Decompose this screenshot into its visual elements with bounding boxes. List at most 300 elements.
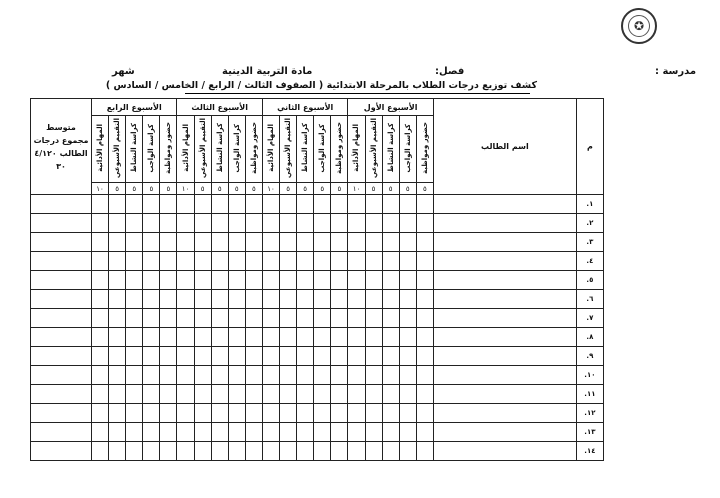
student-name-cell[interactable] [433,404,576,423]
grade-cell[interactable] [297,309,314,328]
grade-cell[interactable] [228,423,245,442]
grade-cell[interactable] [109,195,126,214]
grade-cell[interactable] [297,347,314,366]
grade-cell[interactable] [262,233,279,252]
grade-cell[interactable] [314,290,331,309]
grade-cell[interactable] [126,233,143,252]
grade-cell[interactable] [314,404,331,423]
grade-cell[interactable] [143,195,160,214]
grade-cell[interactable] [126,347,143,366]
grade-cell[interactable] [399,423,416,442]
grade-cell[interactable] [262,423,279,442]
grade-cell[interactable] [160,404,177,423]
grade-cell[interactable] [194,423,211,442]
grade-cell[interactable] [297,271,314,290]
grade-cell[interactable] [126,385,143,404]
grade-cell[interactable] [177,328,194,347]
grade-cell[interactable] [228,442,245,461]
grade-cell[interactable] [382,214,399,233]
grade-cell[interactable] [416,252,433,271]
grade-cell[interactable] [228,309,245,328]
grade-cell[interactable] [365,385,382,404]
grade-cell[interactable] [126,252,143,271]
grade-cell[interactable] [348,347,365,366]
grade-cell[interactable] [211,214,228,233]
grade-cell[interactable] [280,233,297,252]
grade-cell[interactable] [382,423,399,442]
grade-cell[interactable] [382,252,399,271]
grade-cell[interactable] [177,271,194,290]
average-cell[interactable] [31,214,92,233]
grade-cell[interactable] [280,214,297,233]
grade-cell[interactable] [297,442,314,461]
grade-cell[interactable] [245,214,262,233]
grade-cell[interactable] [177,442,194,461]
grade-cell[interactable] [92,328,109,347]
grade-cell[interactable] [314,442,331,461]
grade-cell[interactable] [280,423,297,442]
grade-cell[interactable] [382,271,399,290]
grade-cell[interactable] [109,404,126,423]
grade-cell[interactable] [126,271,143,290]
grade-cell[interactable] [399,328,416,347]
student-name-cell[interactable] [433,271,576,290]
grade-cell[interactable] [262,252,279,271]
grade-cell[interactable] [177,233,194,252]
grade-cell[interactable] [331,214,348,233]
grade-cell[interactable] [143,290,160,309]
grade-cell[interactable] [92,366,109,385]
grade-cell[interactable] [314,423,331,442]
grade-cell[interactable] [297,385,314,404]
grade-cell[interactable] [126,195,143,214]
grade-cell[interactable] [382,385,399,404]
grade-cell[interactable] [262,385,279,404]
grade-cell[interactable] [228,233,245,252]
grade-cell[interactable] [92,214,109,233]
student-name-cell[interactable] [433,214,576,233]
grade-cell[interactable] [314,385,331,404]
grade-cell[interactable] [245,366,262,385]
grade-cell[interactable] [194,271,211,290]
grade-cell[interactable] [177,385,194,404]
student-name-cell[interactable] [433,233,576,252]
grade-cell[interactable] [262,366,279,385]
grade-cell[interactable] [211,442,228,461]
grade-cell[interactable] [348,195,365,214]
grade-cell[interactable] [211,252,228,271]
grade-cell[interactable] [126,404,143,423]
grade-cell[interactable] [211,423,228,442]
grade-cell[interactable] [194,252,211,271]
grade-cell[interactable] [365,347,382,366]
grade-cell[interactable] [399,309,416,328]
grade-cell[interactable] [348,385,365,404]
grade-cell[interactable] [211,385,228,404]
grade-cell[interactable] [194,195,211,214]
grade-cell[interactable] [416,271,433,290]
grade-cell[interactable] [177,252,194,271]
grade-cell[interactable] [143,328,160,347]
grade-cell[interactable] [280,290,297,309]
grade-cell[interactable] [143,442,160,461]
grade-cell[interactable] [365,366,382,385]
grade-cell[interactable] [92,290,109,309]
grade-cell[interactable] [160,195,177,214]
grade-cell[interactable] [280,404,297,423]
grade-cell[interactable] [331,328,348,347]
average-cell[interactable] [31,404,92,423]
student-name-cell[interactable] [433,385,576,404]
grade-cell[interactable] [348,309,365,328]
grade-cell[interactable] [331,290,348,309]
grade-cell[interactable] [416,328,433,347]
grade-cell[interactable] [314,214,331,233]
grade-cell[interactable] [331,442,348,461]
grade-cell[interactable] [228,195,245,214]
grade-cell[interactable] [228,290,245,309]
grade-cell[interactable] [109,233,126,252]
grade-cell[interactable] [177,214,194,233]
grade-cell[interactable] [331,195,348,214]
grade-cell[interactable] [348,252,365,271]
grade-cell[interactable] [143,271,160,290]
average-cell[interactable] [31,252,92,271]
average-cell[interactable] [31,271,92,290]
grade-cell[interactable] [297,423,314,442]
grade-cell[interactable] [314,328,331,347]
grade-cell[interactable] [245,347,262,366]
grade-cell[interactable] [262,442,279,461]
grade-cell[interactable] [331,366,348,385]
grade-cell[interactable] [160,271,177,290]
grade-cell[interactable] [109,214,126,233]
grade-cell[interactable] [160,423,177,442]
grade-cell[interactable] [126,309,143,328]
grade-cell[interactable] [365,233,382,252]
grade-cell[interactable] [314,252,331,271]
grade-cell[interactable] [297,328,314,347]
grade-cell[interactable] [160,214,177,233]
grade-cell[interactable] [262,195,279,214]
grade-cell[interactable] [194,328,211,347]
grade-cell[interactable] [228,328,245,347]
grade-cell[interactable] [194,404,211,423]
grade-cell[interactable] [245,385,262,404]
grade-cell[interactable] [194,309,211,328]
grade-cell[interactable] [348,404,365,423]
grade-cell[interactable] [399,271,416,290]
grade-cell[interactable] [109,328,126,347]
grade-cell[interactable] [194,366,211,385]
grade-cell[interactable] [92,309,109,328]
grade-cell[interactable] [160,385,177,404]
grade-cell[interactable] [262,290,279,309]
grade-cell[interactable] [194,233,211,252]
grade-cell[interactable] [262,328,279,347]
grade-cell[interactable] [160,366,177,385]
grade-cell[interactable] [280,328,297,347]
grade-cell[interactable] [365,442,382,461]
grade-cell[interactable] [314,195,331,214]
grade-cell[interactable] [245,233,262,252]
grade-cell[interactable] [314,309,331,328]
grade-cell[interactable] [382,328,399,347]
grade-cell[interactable] [365,328,382,347]
student-name-cell[interactable] [433,252,576,271]
grade-cell[interactable] [331,404,348,423]
grade-cell[interactable] [262,271,279,290]
grade-cell[interactable] [331,423,348,442]
grade-cell[interactable] [416,195,433,214]
grade-cell[interactable] [126,214,143,233]
grade-cell[interactable] [348,214,365,233]
student-name-cell[interactable] [433,442,576,461]
grade-cell[interactable] [365,423,382,442]
grade-cell[interactable] [399,385,416,404]
grade-cell[interactable] [348,271,365,290]
grade-cell[interactable] [245,195,262,214]
grade-cell[interactable] [331,385,348,404]
grade-cell[interactable] [245,271,262,290]
grade-cell[interactable] [245,442,262,461]
grade-cell[interactable] [382,442,399,461]
grade-cell[interactable] [297,233,314,252]
grade-cell[interactable] [177,195,194,214]
grade-cell[interactable] [348,328,365,347]
grade-cell[interactable] [280,271,297,290]
grade-cell[interactable] [348,423,365,442]
grade-cell[interactable] [365,290,382,309]
grade-cell[interactable] [177,309,194,328]
grade-cell[interactable] [331,233,348,252]
average-cell[interactable] [31,347,92,366]
grade-cell[interactable] [280,385,297,404]
average-cell[interactable] [31,366,92,385]
grade-cell[interactable] [92,271,109,290]
grade-cell[interactable] [314,233,331,252]
grade-cell[interactable] [228,366,245,385]
grade-cell[interactable] [314,366,331,385]
grade-cell[interactable] [160,252,177,271]
grade-cell[interactable] [399,214,416,233]
grade-cell[interactable] [297,404,314,423]
grade-cell[interactable] [399,366,416,385]
grade-cell[interactable] [109,442,126,461]
grade-cell[interactable] [416,290,433,309]
grade-cell[interactable] [109,271,126,290]
average-cell[interactable] [31,423,92,442]
grade-cell[interactable] [399,347,416,366]
grade-cell[interactable] [143,347,160,366]
grade-cell[interactable] [211,195,228,214]
grade-cell[interactable] [365,271,382,290]
grade-cell[interactable] [211,233,228,252]
grade-cell[interactable] [92,233,109,252]
grade-cell[interactable] [228,214,245,233]
grade-cell[interactable] [280,442,297,461]
grade-cell[interactable] [348,290,365,309]
grade-cell[interactable] [297,195,314,214]
average-cell[interactable] [31,309,92,328]
grade-cell[interactable] [228,385,245,404]
grade-cell[interactable] [382,290,399,309]
grade-cell[interactable] [416,366,433,385]
grade-cell[interactable] [126,328,143,347]
grade-cell[interactable] [416,385,433,404]
grade-cell[interactable] [365,252,382,271]
grade-cell[interactable] [416,233,433,252]
grade-cell[interactable] [109,309,126,328]
grade-cell[interactable] [160,347,177,366]
grade-cell[interactable] [211,404,228,423]
grade-cell[interactable] [365,195,382,214]
grade-cell[interactable] [194,290,211,309]
average-cell[interactable] [31,290,92,309]
grade-cell[interactable] [365,404,382,423]
grade-cell[interactable] [211,290,228,309]
grade-cell[interactable] [211,309,228,328]
grade-cell[interactable] [399,442,416,461]
student-name-cell[interactable] [433,423,576,442]
grade-cell[interactable] [126,442,143,461]
grade-cell[interactable] [143,252,160,271]
grade-cell[interactable] [245,423,262,442]
grade-cell[interactable] [211,328,228,347]
grade-cell[interactable] [280,195,297,214]
grade-cell[interactable] [194,442,211,461]
grade-cell[interactable] [109,290,126,309]
grade-cell[interactable] [143,423,160,442]
grade-cell[interactable] [365,214,382,233]
grade-cell[interactable] [382,195,399,214]
grade-cell[interactable] [228,252,245,271]
grade-cell[interactable] [297,252,314,271]
grade-cell[interactable] [177,423,194,442]
grade-cell[interactable] [280,309,297,328]
grade-cell[interactable] [228,347,245,366]
average-cell[interactable] [31,233,92,252]
grade-cell[interactable] [245,290,262,309]
grade-cell[interactable] [382,404,399,423]
grade-cell[interactable] [297,214,314,233]
grade-cell[interactable] [92,404,109,423]
grade-cell[interactable] [348,366,365,385]
grade-cell[interactable] [399,252,416,271]
grade-cell[interactable] [160,233,177,252]
average-cell[interactable] [31,328,92,347]
grade-cell[interactable] [331,347,348,366]
grade-cell[interactable] [109,347,126,366]
grade-cell[interactable] [280,366,297,385]
grade-cell[interactable] [92,385,109,404]
grade-cell[interactable] [348,233,365,252]
grade-cell[interactable] [314,271,331,290]
grade-cell[interactable] [143,214,160,233]
grade-cell[interactable] [126,366,143,385]
grade-cell[interactable] [143,385,160,404]
grade-cell[interactable] [314,347,331,366]
grade-cell[interactable] [399,195,416,214]
grade-cell[interactable] [280,347,297,366]
grade-cell[interactable] [92,423,109,442]
grade-cell[interactable] [262,347,279,366]
student-name-cell[interactable] [433,347,576,366]
grade-cell[interactable] [331,271,348,290]
grade-cell[interactable] [416,442,433,461]
grade-cell[interactable] [177,404,194,423]
grade-cell[interactable] [245,252,262,271]
grade-cell[interactable] [382,366,399,385]
grade-cell[interactable] [109,385,126,404]
grade-cell[interactable] [416,309,433,328]
grade-cell[interactable] [228,271,245,290]
grade-cell[interactable] [399,290,416,309]
grade-cell[interactable] [297,290,314,309]
grade-cell[interactable] [297,366,314,385]
grade-cell[interactable] [160,290,177,309]
student-name-cell[interactable] [433,195,576,214]
grade-cell[interactable] [177,366,194,385]
grade-cell[interactable] [331,309,348,328]
grade-cell[interactable] [143,309,160,328]
grade-cell[interactable] [143,404,160,423]
student-name-cell[interactable] [433,328,576,347]
average-cell[interactable] [31,195,92,214]
grade-cell[interactable] [228,404,245,423]
grade-cell[interactable] [382,233,399,252]
grade-cell[interactable] [331,252,348,271]
grade-cell[interactable] [211,271,228,290]
average-cell[interactable] [31,442,92,461]
grade-cell[interactable] [177,290,194,309]
grade-cell[interactable] [382,309,399,328]
grade-cell[interactable] [382,347,399,366]
grade-cell[interactable] [262,309,279,328]
grade-cell[interactable] [399,404,416,423]
grade-cell[interactable] [416,214,433,233]
grade-cell[interactable] [92,442,109,461]
grade-cell[interactable] [143,366,160,385]
grade-cell[interactable] [399,233,416,252]
grade-cell[interactable] [245,328,262,347]
average-cell[interactable] [31,385,92,404]
grade-cell[interactable] [262,404,279,423]
grade-cell[interactable] [416,404,433,423]
grade-cell[interactable] [126,290,143,309]
grade-cell[interactable] [211,347,228,366]
grade-cell[interactable] [211,366,228,385]
grade-cell[interactable] [365,309,382,328]
grade-cell[interactable] [160,442,177,461]
grade-cell[interactable] [245,309,262,328]
grade-cell[interactable] [160,309,177,328]
grade-cell[interactable] [194,214,211,233]
grade-cell[interactable] [245,404,262,423]
grade-cell[interactable] [280,252,297,271]
grade-cell[interactable] [177,347,194,366]
grade-cell[interactable] [160,328,177,347]
student-name-cell[interactable] [433,290,576,309]
grade-cell[interactable] [92,195,109,214]
grade-cell[interactable] [348,442,365,461]
grade-cell[interactable] [92,347,109,366]
grade-cell[interactable] [416,423,433,442]
grade-cell[interactable] [109,252,126,271]
grade-cell[interactable] [262,214,279,233]
grade-cell[interactable] [194,347,211,366]
grade-cell[interactable] [92,252,109,271]
